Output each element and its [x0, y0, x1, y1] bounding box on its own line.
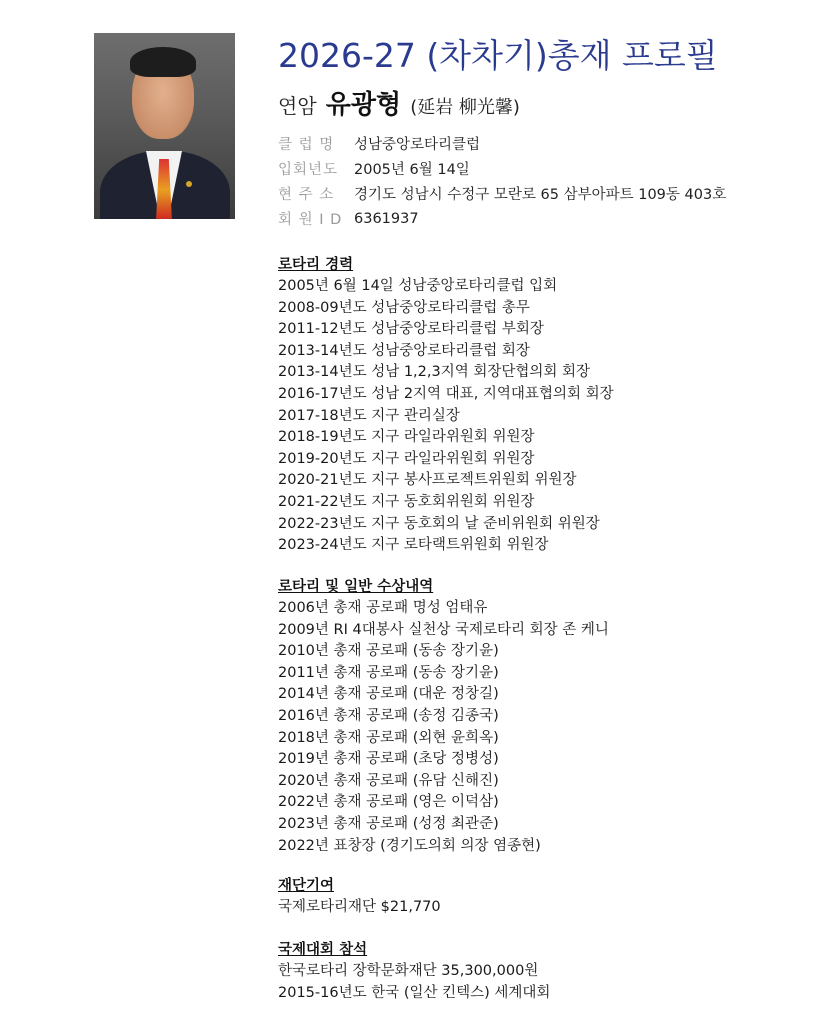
career-item: 2011-12년도 성남중앙로타리클럽 부회장	[278, 321, 544, 338]
foundation-section	[278, 875, 441, 919]
award-item: 2016년 총재 공로패 (송정 김종국)	[278, 707, 499, 724]
award-item: 2019년 총재 공로패 (초당 정병성)	[278, 751, 499, 768]
name-line	[278, 84, 520, 121]
award-item: 2023년 총재 공로패 (성정 최관준)	[278, 815, 499, 832]
info-table	[278, 131, 726, 231]
award-item: 2014년 총재 공로패 (대운 정창길)	[278, 686, 499, 703]
career-item: 2013-14년도 성남 1,2,3지역 회장단협의회 회장	[278, 364, 591, 381]
info-label: 입회년도	[278, 162, 339, 178]
info-value: 경기도 성남시 수정구 모란로 65 삼부아파트 109동 403호	[354, 187, 727, 203]
foundation-heading: 재단기여	[278, 878, 335, 894]
pen-name: 연암	[278, 94, 317, 118]
career-item: 2022-23년도 지구 동호회의 날 준비위원회 위원장	[278, 515, 600, 532]
career-item: 2016-17년도 성남 2지역 대표, 지역대표협의회 회장	[278, 385, 614, 402]
person-name: 유광형	[325, 90, 402, 120]
info-row-joined	[278, 156, 726, 181]
award-item: 2006년 총재 공로패 명성 엄태유	[278, 600, 488, 616]
career-item: 2019-20년도 지구 라일라위원회 위원장	[278, 450, 535, 467]
convention-item: 2015-16년도 한국 (일산 킨텍스) 세계대회	[278, 984, 551, 1001]
career-item: 2005년 6월 14일 성남중앙로타리클럽 입회	[278, 278, 558, 294]
career-item: 2023-24년도 지구 로타랙트위원회 위원장	[278, 537, 549, 554]
hanja-name: (延岩 柳光馨)	[410, 97, 520, 118]
career-heading: 로타리 경력	[278, 257, 354, 273]
info-row-address	[278, 181, 726, 206]
profile-photo	[94, 33, 235, 219]
award-item: 2011년 총재 공로패 (동송 장기윤)	[278, 664, 499, 681]
career-item: 2021-22년도 지구 동호회위원회 위원장	[278, 493, 535, 510]
award-item: 2020년 총재 공로패 (유담 신해진)	[278, 772, 499, 789]
career-item: 2020-21년도 지구 봉사프로젝트위원회 위원장	[278, 472, 577, 489]
conventions-section	[278, 939, 550, 1004]
info-value: 성남중앙로타리클럽	[354, 137, 481, 153]
conventions-heading: 국제대회 참석	[278, 942, 368, 958]
awards-heading: 로타리 및 일반 수상내역	[278, 579, 434, 595]
info-row-member-id	[278, 206, 726, 231]
info-row-club	[278, 131, 726, 156]
foundation-item: 국제로타리재단 $21,770	[278, 899, 441, 915]
page-title: 2026-27 (차차기)총재 프로필	[278, 36, 718, 75]
career-item: 2017-18년도 지구 관리실장	[278, 407, 460, 424]
award-item: 2018년 총재 공로패 (외현 윤희옥)	[278, 729, 499, 746]
convention-item: 한국로타리 장학문화재단 35,300,000원	[278, 963, 539, 979]
info-label: 현 주 소	[278, 187, 335, 203]
award-item: 2022년 표창장 (경기도의회 의장 염종현)	[278, 837, 541, 854]
info-value: 2005년 6월 14일	[354, 162, 470, 178]
career-section	[278, 254, 614, 557]
info-label: 클 럽 명	[278, 137, 335, 153]
award-item: 2010년 총재 공로패 (동송 장기윤)	[278, 643, 499, 660]
info-label: 회 원 I D	[278, 212, 343, 228]
award-item: 2009년 RI 4대봉사 실천상 국제로타리 회장 존 케니	[278, 621, 609, 638]
award-item: 2022년 총재 공로패 (영은 이덕삼)	[278, 794, 499, 811]
career-item: 2018-19년도 지구 라일라위원회 위원장	[278, 429, 535, 446]
career-item: 2008-09년도 성남중앙로타리클럽 총무	[278, 299, 530, 316]
career-item: 2013-14년도 성남중앙로타리클럽 회장	[278, 342, 530, 359]
info-value: 6361937	[354, 210, 419, 227]
awards-section	[278, 576, 609, 857]
